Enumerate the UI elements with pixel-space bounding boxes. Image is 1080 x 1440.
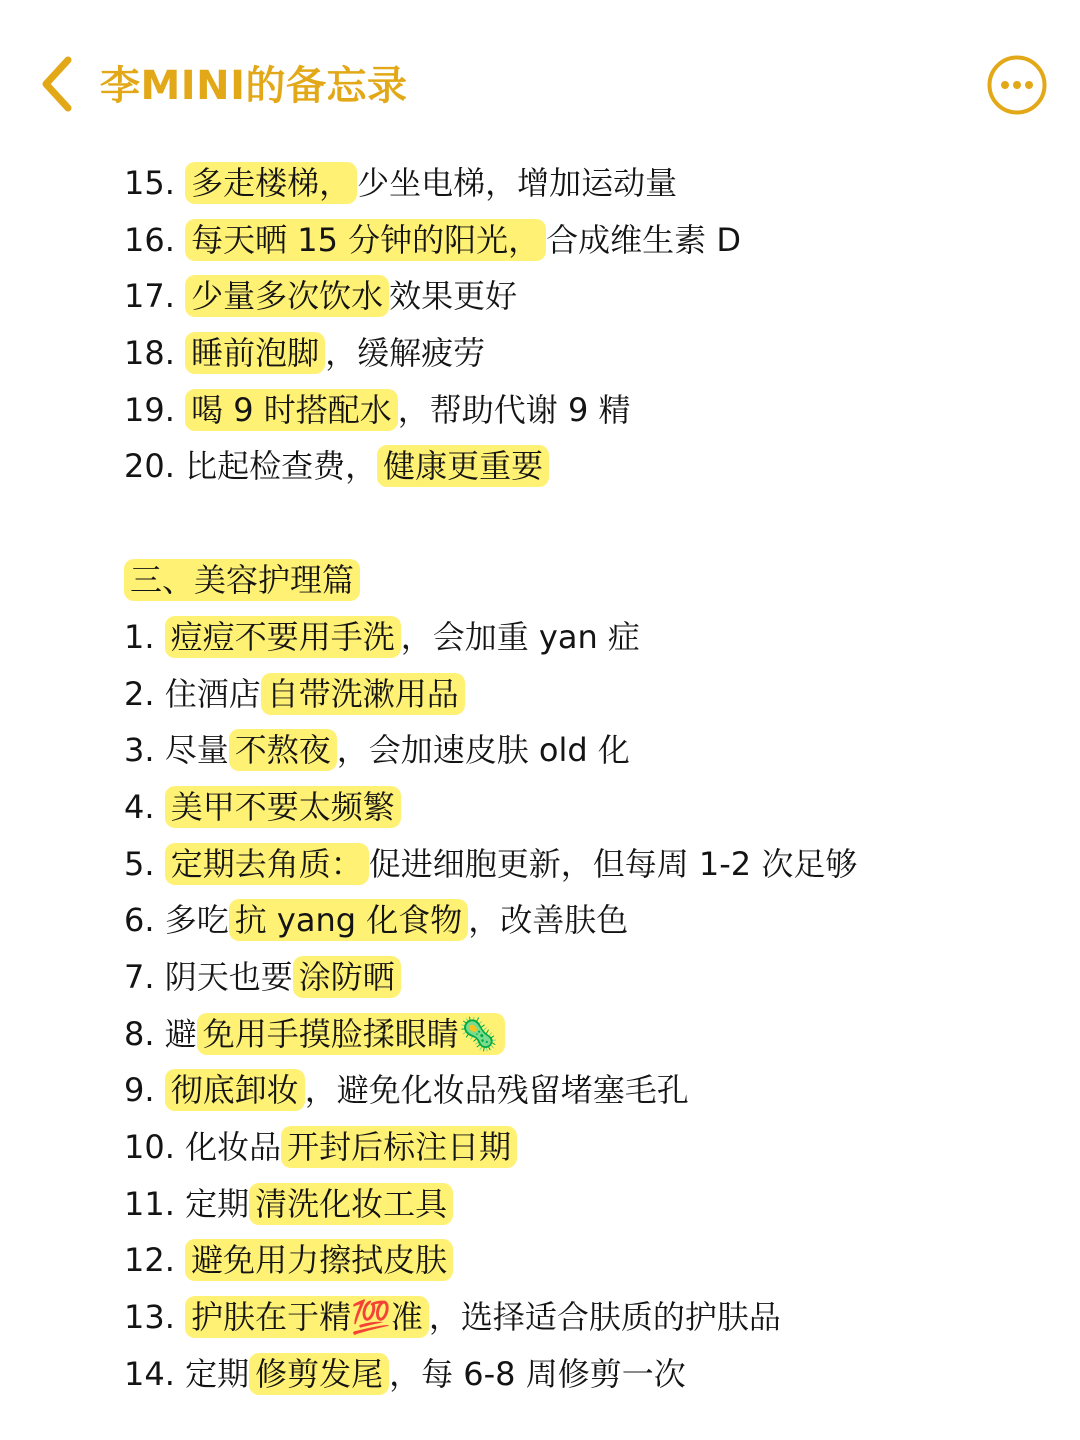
note-line (124, 1232, 1054, 1289)
item-number: 2. (124, 674, 155, 713)
back-button[interactable] (36, 54, 80, 114)
note-line (124, 1119, 1054, 1176)
item-text: ，避免化妆品残留堵塞毛孔 (304, 1071, 689, 1110)
item-highlight-text: 痘痘不要用手洗 (165, 616, 401, 658)
item-text: 多吃 (164, 901, 229, 940)
note-line (124, 1176, 1054, 1233)
note-line (124, 268, 1054, 325)
item-highlight-text: 清洗化妆工具 (249, 1183, 453, 1225)
item-number: 20. (124, 447, 175, 486)
item-text: ，会加速皮肤 old 化 (336, 731, 630, 770)
item-highlight-text: 喝 9 时搭配水 (185, 389, 398, 431)
item-text: 阴天也要 (164, 957, 293, 996)
note-line (124, 666, 1054, 723)
note-body[interactable] (124, 155, 1054, 1402)
note-line (124, 212, 1054, 269)
item-text: 住酒店 (164, 674, 261, 713)
note-line (124, 1346, 1054, 1403)
ellipsis-circle-icon (986, 54, 1048, 116)
item-highlight-text: 少量多次饮水 (185, 275, 389, 317)
section-heading-text: 三、美容护理篇 (124, 559, 360, 601)
item-highlight-text: 定期去角质： (165, 843, 369, 885)
note-line (124, 1006, 1054, 1063)
health-tips-list (124, 155, 1054, 495)
chevron-left-icon (36, 54, 80, 114)
item-highlight-text: 睡前泡脚 (185, 332, 325, 374)
note-title: 李MINI的备忘录 (100, 63, 408, 109)
item-highlight-text: 彻底卸妆 (165, 1069, 305, 1111)
item-text: 定期 (185, 1184, 250, 1223)
note-line (124, 779, 1054, 836)
item-number: 12. (124, 1241, 175, 1280)
item-number: 1. (124, 617, 155, 656)
item-text: ，选择适合肤质的护肤品 (428, 1298, 781, 1337)
note-line (124, 949, 1054, 1006)
note-line (124, 722, 1054, 779)
item-highlight-text: 护肤在于精💯准 (185, 1296, 429, 1338)
item-text: ，改善肤色 (468, 901, 629, 940)
item-text: 比起检查费， (185, 447, 378, 486)
item-number: 14. (124, 1354, 175, 1393)
blank-line (124, 495, 1054, 552)
note-line (124, 1062, 1054, 1119)
item-highlight-text: 开封后标注日期 (281, 1126, 517, 1168)
item-highlight-text: 涂防晒 (293, 956, 401, 998)
item-text: 合成维生素 D (546, 220, 741, 259)
item-highlight-text: 避免用力擦拭皮肤 (185, 1239, 453, 1281)
item-number: 5. (124, 844, 155, 883)
item-highlight-text: 自带洗漱用品 (261, 673, 465, 715)
item-number: 19. (124, 390, 175, 429)
item-highlight-text: 抗 yang 化食物 (229, 899, 469, 941)
item-text: 避 (164, 1014, 197, 1053)
note-line (124, 1289, 1054, 1346)
item-number: 15. (124, 164, 175, 202)
item-number: 17. (124, 277, 175, 316)
beauty-tips-list (124, 609, 1054, 1403)
note-line (124, 836, 1054, 893)
item-highlight-text: 健康更重要 (377, 445, 549, 487)
item-text: ，帮助代谢 9 精 (397, 390, 631, 429)
item-highlight-text: 不熬夜 (229, 729, 337, 771)
item-highlight-text: 美甲不要太频繁 (165, 786, 401, 828)
item-number: 8. (124, 1014, 155, 1053)
item-number: 3. (124, 731, 155, 770)
item-number: 10. (124, 1128, 175, 1166)
item-text: 化妆品 (185, 1128, 282, 1166)
item-number: 6. (124, 901, 155, 940)
item-number: 16. (124, 220, 175, 259)
item-number: 13. (124, 1298, 175, 1337)
item-text: ，每 6-8 周修剪一次 (389, 1354, 686, 1393)
item-number: 18. (124, 334, 175, 373)
item-number: 7. (124, 957, 155, 996)
item-highlight-text: 多走楼梯， (185, 162, 357, 204)
note-line (124, 609, 1054, 666)
note-line (124, 155, 1054, 212)
item-highlight-text: 每天晒 15 分钟的阳光， (185, 219, 546, 261)
item-text: 促进细胞更新，但每周 1-2 次足够 (368, 844, 858, 883)
top-navigation-bar (0, 0, 1080, 150)
item-text: 定期 (185, 1354, 250, 1393)
item-highlight-text: 修剪发尾 (249, 1353, 389, 1395)
note-line (124, 892, 1054, 949)
item-number: 9. (124, 1071, 155, 1110)
note-line (124, 438, 1054, 495)
item-text: 少坐电梯，增加运动量 (357, 164, 678, 202)
note-line (124, 325, 1054, 382)
item-text: ，缓解疲劳 (325, 334, 486, 373)
section-heading (124, 552, 1054, 609)
more-options-button[interactable] (986, 54, 1048, 116)
item-number: 11. (124, 1184, 175, 1223)
item-text: 尽量 (164, 731, 229, 770)
item-text: 效果更好 (389, 277, 518, 316)
item-text: ，会加重 yan 症 (400, 617, 640, 656)
item-highlight-text: 免用手摸脸揉眼睛🦠 (197, 1013, 505, 1055)
note-line (124, 382, 1054, 439)
item-number: 4. (124, 787, 155, 826)
